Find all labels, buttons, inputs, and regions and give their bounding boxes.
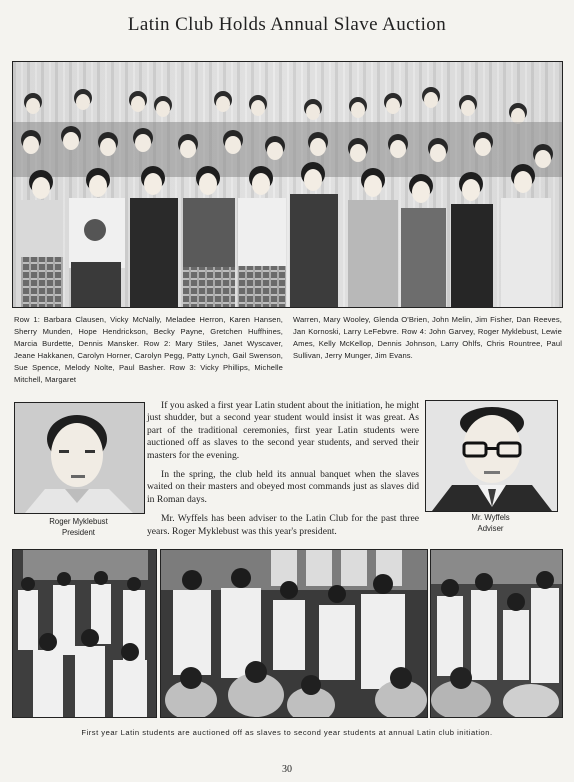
group-caption-right: Warren, Mary Wooley, Glenda O'Brien, John Melin, Jim Fisher, Dan Reeves, Jan Kornoski, Larry LeFebvre. Row 4: John Garvey, Roger Myklebust, Lewie Ames, Kelly McKellop, Dennis Johnson, Larry Ohlfs, Chris Rountree, Paul Sullivan, Jerry Munger, Jim Evans. (293, 315, 562, 360)
adviser-role: Adviser (477, 524, 504, 533)
adviser-caption (425, 512, 556, 534)
page-title: Latin Club Holds Annual Slave Auction (127, 14, 447, 35)
president-name: Roger Myklebust (49, 517, 108, 526)
article-text (147, 400, 419, 545)
auction-photo-center (160, 549, 428, 718)
auction-photo-right (430, 549, 563, 718)
president-caption (14, 516, 143, 538)
group-photo-caption (14, 314, 562, 386)
article-paragraph: If you asked a first year Latin student about the initiation, he might just shudder, but a second year student would insist it was great. As part of the traditional ceremonies, first year Latin students were auctioned off as slaves to the second year students, and served their masters for the evening. (147, 400, 419, 461)
article-paragraph: Mr. Wyffels has been adviser to the Latin Club for the past three years. Roger Myklebust was this year's president. (147, 513, 419, 537)
article-paragraph: In the spring, the club held its annual banquet when the slaves waited on their masters and obeyed most commands just as slaves did in Roman days. (147, 469, 419, 505)
page-number: 30 (282, 764, 292, 775)
adviser-portrait (425, 400, 558, 512)
auction-photo-left (12, 549, 157, 718)
president-role: President (62, 528, 95, 537)
group-photo (12, 61, 563, 308)
adviser-name: Mr. Wyffels (471, 513, 510, 522)
activity-photos-caption: First year Latin students are auctioned off as slaves to second year students at annual Latin club initiation. (81, 728, 493, 737)
president-portrait (14, 402, 145, 514)
group-caption-left: Row 1: Barbara Clausen, Vicky McNally, Meladee Herron, Karen Hansen, Sherry Munden, Hope Hendrickson, Becky Payne, Gretchen Huffhines, Marcia Burdette, Dennis Mansker. Row 2: Mary Stiles, Janet Wyscaver, Jeane Hakkanen, Carolyn Horner, Carolyn Pegg, Patty Lynch, Gail Swenson, Sue Spence, Melody Nolte, Paul Basher. Row 3: Vicky Phillips, Michelle Mitchell, Margaret (14, 315, 283, 384)
